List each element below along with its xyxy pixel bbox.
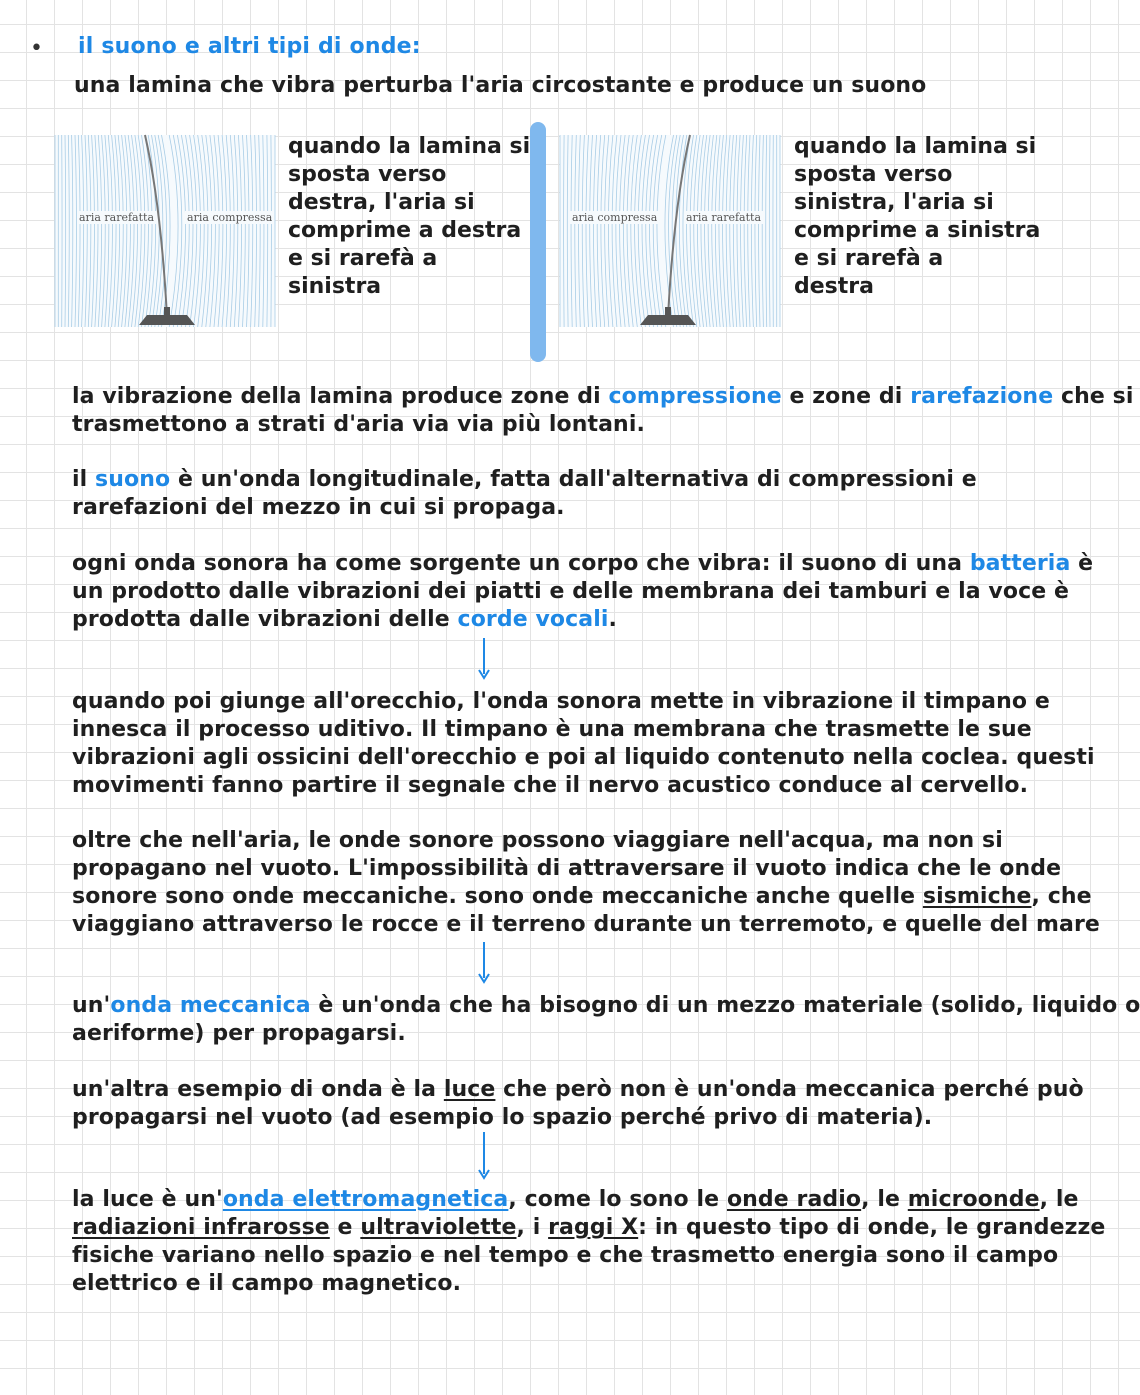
text: . bbox=[608, 607, 617, 632]
air-wave-line bbox=[230, 135, 234, 327]
air-wave-line bbox=[238, 135, 241, 327]
air-wave-line bbox=[697, 135, 703, 327]
caption-line: sinistra bbox=[288, 274, 382, 299]
air-wave-line bbox=[263, 135, 264, 327]
air-wave-line bbox=[75, 135, 76, 327]
paragraph-line: trasmettono a strati d'aria via via più lontani. bbox=[72, 412, 645, 437]
air-wave-line bbox=[715, 135, 720, 327]
caption-line: e si rarefà a bbox=[794, 246, 944, 271]
caption-right bbox=[794, 133, 1040, 301]
label-rarefied-air: aria rarefatta bbox=[686, 211, 762, 224]
lamina-clamp bbox=[164, 307, 170, 317]
paragraph-line: quando poi giunge all'orecchio, l'onda sonora mette in vibrazione il timpano e bbox=[72, 689, 1050, 714]
text: e zone di bbox=[781, 384, 911, 409]
air-wave-line bbox=[251, 135, 253, 327]
paragraph-line: vibrazioni agli ossicini dell'orecchio e poi al liquido contenuto nella coclea. questi bbox=[72, 745, 1095, 770]
air-wave-line bbox=[705, 135, 711, 327]
air-wave-line bbox=[701, 135, 707, 327]
air-wave-line bbox=[631, 135, 638, 327]
paragraph-compression bbox=[72, 383, 1134, 439]
paragraph-hearing bbox=[72, 688, 1095, 800]
highlight-mechanical-wave: onda meccanica bbox=[110, 993, 311, 1018]
air-wave-line bbox=[210, 135, 216, 327]
text: la luce è un' bbox=[72, 1187, 223, 1212]
arrow-down-icon bbox=[477, 638, 491, 682]
air-wave-line bbox=[72, 135, 73, 327]
caption-line: comprime a destra bbox=[288, 218, 522, 243]
highlight-vocal-cords: corde vocali bbox=[457, 607, 609, 632]
highlight-compression: compressione bbox=[608, 384, 782, 409]
air-wave-line bbox=[271, 135, 272, 327]
air-wave-line bbox=[88, 135, 91, 327]
caption-line: sposta verso bbox=[288, 162, 447, 187]
text: : in questo tipo di onde, le grandezze bbox=[638, 1215, 1106, 1240]
air-wave-line bbox=[122, 135, 127, 327]
text: prodotta dalle vibrazioni delle bbox=[72, 607, 458, 632]
air-wave-line bbox=[593, 135, 596, 327]
lamina-illustration-left bbox=[55, 135, 275, 327]
text: il bbox=[72, 467, 96, 492]
air-wave-line bbox=[620, 135, 626, 327]
label-compressed-air: aria compressa bbox=[187, 211, 273, 224]
air-wave-line bbox=[627, 135, 633, 327]
text: , che bbox=[1031, 884, 1092, 909]
air-wave-line bbox=[247, 135, 250, 327]
air-wave-line bbox=[267, 135, 268, 327]
air-wave-line bbox=[118, 135, 123, 327]
paragraph-mechanical-waves bbox=[72, 827, 1100, 939]
air-wave-line bbox=[597, 135, 601, 327]
text: che però non è un'onda meccanica perché può bbox=[495, 1077, 1084, 1102]
text: la vibrazione della lamina produce zone di bbox=[72, 384, 609, 409]
air-wave-line bbox=[657, 135, 666, 327]
air-wave-line bbox=[234, 135, 238, 327]
air-wave-line bbox=[567, 135, 568, 327]
air-wave-line bbox=[694, 135, 700, 327]
paragraph-line: elettrico e il campo magnetico. bbox=[72, 1271, 462, 1296]
text: , le bbox=[1039, 1187, 1079, 1212]
air-wave-line bbox=[214, 135, 219, 327]
paragraph-line bbox=[72, 1186, 1105, 1214]
air-wave-line bbox=[95, 135, 98, 327]
air-wave-line bbox=[769, 135, 770, 327]
paragraph-line: aeriforme) per propagarsi. bbox=[72, 1021, 406, 1046]
air-wave-line bbox=[92, 135, 95, 327]
paragraph-line bbox=[72, 1076, 1084, 1104]
paragraph-electromagnetic bbox=[72, 1186, 1105, 1298]
underline-infrared: radiazioni infrarosse bbox=[72, 1215, 330, 1240]
air-wave-line bbox=[586, 135, 589, 327]
air-wave-line bbox=[762, 135, 763, 327]
text: che si bbox=[1053, 384, 1134, 409]
underline-seismic: sismiche bbox=[922, 884, 1032, 909]
paragraph-line: propagarsi nel vuoto (ad esempio lo spazio perché privo di materia). bbox=[72, 1105, 933, 1130]
air-wave-line bbox=[730, 135, 734, 327]
air-wave-line bbox=[68, 135, 69, 327]
paragraph-line bbox=[72, 992, 1140, 1020]
air-wave-line bbox=[135, 135, 141, 327]
air-wave-line bbox=[744, 135, 747, 327]
text: ogni onda sonora ha come sorgente un corpo che vibra: il suono di una bbox=[72, 551, 970, 576]
paragraph-line bbox=[72, 883, 1100, 911]
air-wave-line bbox=[255, 135, 257, 327]
paragraph-line bbox=[72, 1214, 1105, 1242]
intro-line: una lamina che vibra perturba l'aria circostante e produce un suono bbox=[74, 73, 927, 98]
air-wave-line bbox=[708, 135, 713, 327]
air-wave-line bbox=[601, 135, 605, 327]
air-wave-line bbox=[751, 135, 753, 327]
air-wave-line bbox=[755, 135, 757, 327]
air-wave-line bbox=[65, 135, 66, 327]
air-wave-line bbox=[115, 135, 120, 327]
highlight-drums: batteria bbox=[969, 551, 1071, 576]
text: un'altra esempio di onda è la bbox=[72, 1077, 444, 1102]
paragraph-light bbox=[72, 1076, 1084, 1132]
paragraph-line bbox=[72, 606, 1093, 634]
air-wave-line bbox=[741, 135, 744, 327]
air-wave-line bbox=[733, 135, 736, 327]
caption-line: quando la lamina si bbox=[794, 134, 1037, 159]
air-wave-line bbox=[759, 135, 760, 327]
air-wave-line bbox=[78, 135, 80, 327]
highlighter-divider bbox=[530, 122, 546, 362]
air-wave-line bbox=[198, 135, 205, 327]
air-wave-line bbox=[85, 135, 87, 327]
highlight-sound: suono bbox=[95, 467, 171, 492]
air-wave-line bbox=[616, 135, 621, 327]
text: è bbox=[1070, 551, 1094, 576]
air-wave-line bbox=[564, 135, 565, 327]
caption-line: comprime a sinistra bbox=[794, 218, 1041, 243]
air-wave-line bbox=[579, 135, 581, 327]
caption-line: destra bbox=[794, 274, 874, 299]
underline-radio-waves: onde radio bbox=[726, 1187, 862, 1212]
paragraph-sound-source bbox=[72, 550, 1093, 634]
text: è un'onda longitudinale, fatta dall'alternativa di compressioni e bbox=[170, 467, 977, 492]
lamina-illustration-right bbox=[560, 135, 780, 327]
air-wave-line bbox=[259, 135, 261, 327]
paragraph-sound-definition bbox=[72, 466, 977, 522]
air-wave-line bbox=[128, 135, 134, 327]
air-wave-line bbox=[571, 135, 572, 327]
air-wave-line bbox=[125, 135, 131, 327]
label-compressed-air: aria compressa bbox=[572, 211, 658, 224]
air-wave-line bbox=[102, 135, 106, 327]
paragraph-line: fisiche variano nello spazio e nel tempo e che trasmetto energia sono il campo bbox=[72, 1243, 1059, 1268]
underline-x-rays: raggi X bbox=[548, 1215, 639, 1240]
text: , i bbox=[516, 1215, 549, 1240]
air-wave-line bbox=[623, 135, 629, 327]
caption-line: quando la lamina si bbox=[288, 134, 531, 159]
air-wave-line bbox=[748, 135, 750, 327]
section-title: il suono e altri tipi di onde: bbox=[78, 34, 421, 59]
highlight-electromagnetic-wave: onda elettromagnetica bbox=[222, 1187, 509, 1212]
air-wave-line bbox=[712, 135, 717, 327]
air-wave-line bbox=[653, 135, 662, 327]
text: , le bbox=[861, 1187, 908, 1212]
paragraph-mechanical-wave-definition bbox=[72, 992, 1140, 1048]
paragraph-line: un prodotto dalle vibrazioni dei piatti e delle membrana dei tamburi e la voce è bbox=[72, 579, 1070, 604]
paragraph-line: propagano nel vuoto. L'impossibilità di attraversare il vuoto indica che le onde bbox=[72, 856, 1062, 881]
air-wave-line bbox=[737, 135, 740, 327]
paragraph-line: oltre che nell'aria, le onde sonore possono viaggiare nell'acqua, ma non si bbox=[72, 828, 1003, 853]
caption-left bbox=[288, 133, 530, 301]
paragraph-line: movimenti fanno partire il segnale che il nervo acustico conduce al cervello. bbox=[72, 773, 1029, 798]
text: è un'onda che ha bisogno di un mezzo materiale (solido, liquido o bbox=[310, 993, 1140, 1018]
text: sonore sono onde meccaniche. sono onde meccaniche anche quelle bbox=[72, 884, 923, 909]
bullet-point: • bbox=[30, 36, 43, 61]
air-wave-line bbox=[82, 135, 84, 327]
text: , come lo sono le bbox=[508, 1187, 727, 1212]
air-wave-line bbox=[243, 135, 246, 327]
paragraph-line: viaggiano attraverso le rocce e il terreno durante un terremoto, e quelle del mare bbox=[72, 912, 1100, 937]
air-wave-line bbox=[169, 135, 178, 327]
label-rarefied-air: aria rarefatta bbox=[79, 211, 155, 224]
air-wave-line bbox=[173, 135, 182, 327]
underline-light: luce bbox=[443, 1077, 496, 1102]
lamina-figure-left-push bbox=[560, 135, 780, 327]
paragraph-line bbox=[72, 550, 1093, 578]
text: un' bbox=[72, 993, 111, 1018]
air-wave-line bbox=[575, 135, 577, 327]
caption-line: destra, l'aria si bbox=[288, 190, 475, 215]
air-wave-line bbox=[202, 135, 208, 327]
underline-ultraviolet: ultraviolette bbox=[360, 1215, 517, 1240]
air-wave-line bbox=[766, 135, 767, 327]
air-wave-line bbox=[590, 135, 593, 327]
paragraph-line bbox=[72, 466, 977, 494]
air-wave-line bbox=[98, 135, 101, 327]
paragraph-line: rarefazioni del mezzo in cui si propaga. bbox=[72, 495, 565, 520]
air-wave-line bbox=[582, 135, 584, 327]
highlight-rarefaction: rarefazione bbox=[910, 384, 1054, 409]
lamina-figure-right-push bbox=[55, 135, 275, 327]
paragraph-line bbox=[72, 383, 1134, 411]
caption-line: e si rarefà a bbox=[288, 246, 438, 271]
caption-line: sposta verso bbox=[794, 162, 953, 187]
caption-line: sinistra, l'aria si bbox=[794, 190, 994, 215]
air-wave-line bbox=[206, 135, 212, 327]
text: e bbox=[329, 1215, 361, 1240]
air-wave-line bbox=[132, 135, 138, 327]
lamina-clamp bbox=[665, 307, 671, 317]
paragraph-line: innesca il processo uditivo. Il timpano è una membrana che trasmette le sue bbox=[72, 717, 1032, 742]
underline-microwaves: microonde bbox=[907, 1187, 1040, 1212]
arrow-down-icon bbox=[477, 942, 491, 986]
arrow-down-icon bbox=[477, 1132, 491, 1182]
